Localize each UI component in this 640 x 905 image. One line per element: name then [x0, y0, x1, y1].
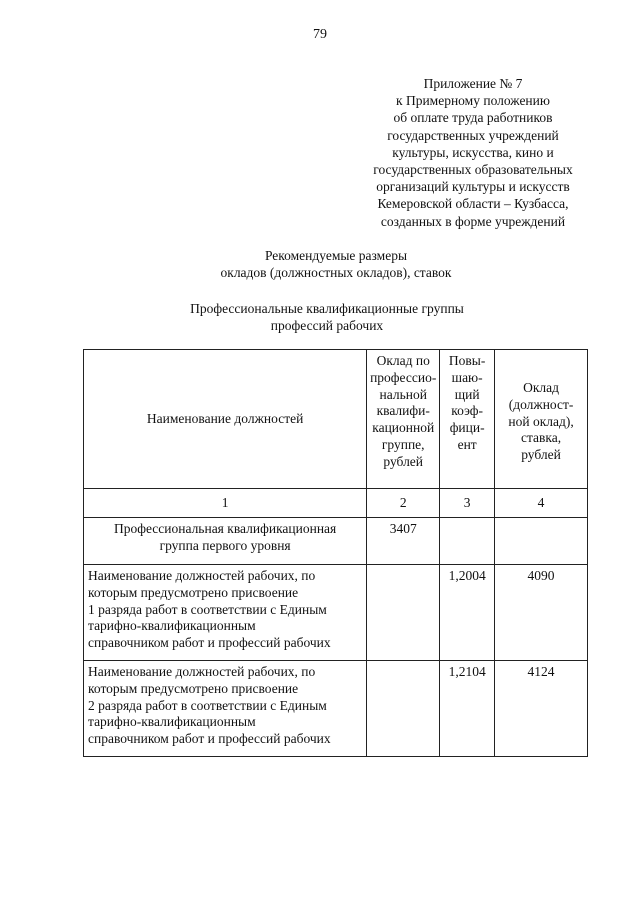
- position-name-line: справочником работ и профессий рабочих: [88, 635, 331, 651]
- table-header-row: [84, 350, 588, 489]
- appendix-line: созданных в форме учреждений: [380, 213, 566, 229]
- document-title-line: Рекомендуемые размеры: [264, 248, 408, 263]
- position-salary: 4124: [495, 661, 588, 757]
- position-name-line: справочником работ и профессий рабочих: [88, 731, 331, 747]
- appendix-line: Приложение № 7: [423, 76, 523, 91]
- position-name: [84, 565, 367, 661]
- salary-table: [83, 349, 588, 757]
- empty-cell: [440, 518, 495, 565]
- group-name: [84, 518, 367, 565]
- column-number: 1: [84, 489, 367, 518]
- position-coefficient: 1,2104: [440, 661, 495, 757]
- header-base-salary: [367, 350, 440, 489]
- position-name-line: тарифно-квалификационным: [88, 714, 256, 730]
- column-number: 3: [440, 489, 495, 518]
- header-line: рублей: [521, 447, 561, 463]
- position-name-line: 2 разряда работ в соответствии с Единым: [88, 697, 327, 713]
- header-coefficient: [440, 350, 495, 489]
- position-name-line: Наименование должностей рабочих, по: [88, 568, 316, 583]
- header-line: коэф-: [451, 403, 484, 419]
- header-line: Оклад по: [376, 353, 430, 368]
- header-position-name: [84, 350, 367, 489]
- position-salary: 4090: [495, 565, 588, 661]
- header-line: (должност-: [508, 396, 574, 412]
- section-title: [7, 300, 640, 334]
- appendix-line: к Примерному положению: [396, 93, 550, 109]
- header-line: кационной: [372, 420, 435, 436]
- section-title-line: Профессиональные квалификационные группы: [190, 301, 464, 316]
- appendix-line: об оплате труда работников: [393, 110, 553, 126]
- appendix-line: государственных учреждений: [387, 127, 559, 143]
- header-line: ставка,: [520, 430, 562, 446]
- empty-cell: [367, 661, 440, 757]
- group-name-line: Профессиональная квалификационная: [113, 521, 337, 536]
- appendix-line: государственных образовательных: [373, 162, 573, 178]
- header-line: шаю-: [451, 369, 483, 385]
- header-final-salary: [495, 350, 588, 489]
- header-position-name-text: Наименование должностей: [146, 410, 304, 426]
- document-title-line: окладов (должностных окладов), ставок: [220, 265, 452, 280]
- appendix-line: Кемеровской области – Кузбасса,: [377, 196, 569, 212]
- position-name-line: которым предусмотрено присвоение: [88, 680, 299, 696]
- position-name-line: Наименование должностей рабочих, по: [88, 664, 316, 679]
- document-title: [16, 247, 640, 281]
- position-name-line: тарифно-квалификационным: [88, 618, 256, 634]
- qualification-group-row: [84, 518, 588, 565]
- column-number-row: [84, 489, 588, 518]
- header-line: ент: [457, 436, 477, 452]
- header-line: рублей: [383, 453, 424, 469]
- page-number: 79: [313, 27, 327, 42]
- header-line: нальной: [379, 386, 427, 402]
- position-name-line: которым предусмотрено присвоение: [88, 584, 299, 600]
- position-name-line: 1 разряда работ в соответствии с Единым: [88, 601, 327, 617]
- position-coefficient: 1,2004: [440, 565, 495, 661]
- empty-cell: [367, 565, 440, 661]
- table-row: [84, 661, 588, 757]
- column-number: 4: [495, 489, 588, 518]
- header-line: ной оклад),: [508, 413, 574, 429]
- appendix-line: культуры, искусства, кино и: [392, 144, 554, 160]
- header-line: Повы-: [448, 353, 486, 368]
- group-base-salary: 3407: [367, 518, 440, 565]
- header-line: профессио-: [370, 369, 437, 385]
- appendix-line: организаций культуры и искусств: [376, 179, 570, 195]
- empty-cell: [495, 518, 588, 565]
- appendix-caption: [338, 75, 608, 230]
- header-line: квалифи-: [376, 403, 430, 419]
- header-line: щий: [454, 386, 480, 402]
- section-title-line: профессий рабочих: [270, 318, 384, 333]
- table-row: [84, 565, 588, 661]
- header-line: Оклад: [523, 380, 559, 395]
- header-line: группе,: [381, 436, 425, 452]
- column-number: 2: [367, 489, 440, 518]
- group-name-line: группа первого уровня: [159, 537, 291, 553]
- position-name: [84, 661, 367, 757]
- header-line: фици-: [449, 420, 485, 436]
